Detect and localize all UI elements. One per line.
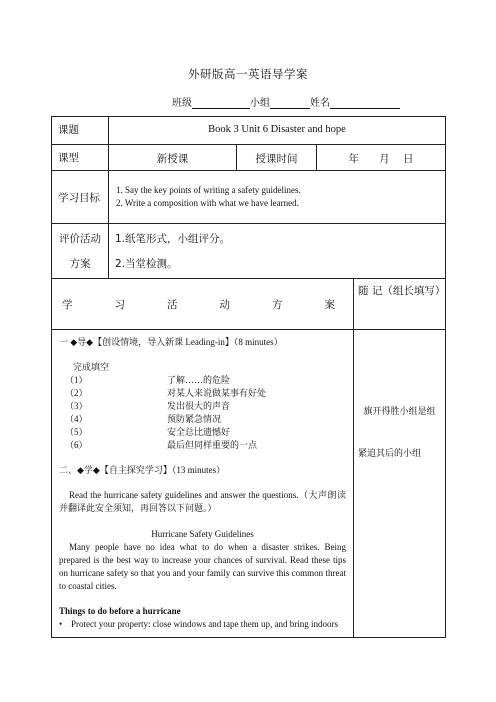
type-value: 新授课 <box>109 145 237 171</box>
plan-header <box>52 279 354 330</box>
eval-label <box>52 224 109 279</box>
topic-row <box>52 117 446 145</box>
notes-header: 随 记（组长填写） <box>354 279 446 330</box>
student-info-line <box>172 94 400 109</box>
plan-char-1: 学 <box>62 298 73 311</box>
step-1-heading: 一 ◆导◆【创设情境，导入新课 Leading-in】（8 minutes） <box>59 337 283 347</box>
guidelines-paragraph: Many people have no idea what to do when a disaster strikes. Being prepared is the best way to increase your chances of survival. Read these tips on hurricane safety so that you and your family can survive this common threat to coastal cities. <box>59 542 346 591</box>
fill-item: （3） 发出很大的声音 <box>65 401 231 411</box>
day-label: 日 <box>402 153 414 165</box>
goal-1: 1. Say the key points of writing a safety guidelines. <box>116 185 301 195</box>
plan-header-row <box>52 279 446 330</box>
notes-winner-group: 旗开得胜小组是组 <box>363 406 436 416</box>
fill-item: （1） 了解……的危险 <box>65 375 231 385</box>
fill-list <box>59 374 346 452</box>
goals-label: 学习目标 <box>52 171 109 224</box>
notes-runner-up-group: 紧追其后的小组 <box>358 448 422 458</box>
content-row <box>52 330 446 638</box>
fill-item: （4） 预防紧急情况 <box>65 414 222 424</box>
class-label: 班级 <box>172 98 192 109</box>
eval-row <box>52 224 446 279</box>
date-cell <box>317 145 446 171</box>
bullet-item: • Protect your property: close windows and tape them up, and bring indoors <box>59 619 338 629</box>
content-cell <box>52 330 354 638</box>
plan-char-2: 习 <box>114 298 125 311</box>
goals-cell <box>109 171 446 224</box>
type-row <box>52 145 446 171</box>
month-label: 月 <box>379 153 390 165</box>
guidelines-title: Hurricane Safety Guidelines <box>151 529 254 539</box>
class-blank <box>192 97 250 109</box>
bullet-dot-icon: • <box>59 619 63 629</box>
eval-label-line-1: 评价活动 <box>59 233 101 245</box>
instruction-text: Read the hurricane safety guidelines and answer the questions.（大声朗读并翻译此安全须知，再回答以下问题。） <box>59 490 346 513</box>
topic-value: Book 3 Unit 6 Disaster and hope <box>109 117 446 145</box>
fill-item: （5） 安全总比遗憾好 <box>65 427 231 437</box>
fill-item: （6） 最后但同样重要的一点 <box>65 440 258 450</box>
plan-char-3: 活 <box>167 298 178 311</box>
topic-label: 课题 <box>52 117 109 145</box>
eval-label-line-2: 方案 <box>69 258 91 270</box>
goals-row <box>52 171 446 224</box>
group-blank <box>270 97 310 109</box>
notes-cell <box>354 330 446 638</box>
plan-char-6: 案 <box>324 298 335 311</box>
name-label: 姓名 <box>310 98 330 109</box>
plan-char-5: 方 <box>272 298 283 311</box>
page-title: 外研版高一英语导学案 <box>188 69 308 81</box>
fill-item: （2） 对某人来说做某事有好处 <box>65 388 267 398</box>
name-blank <box>330 97 400 109</box>
group-label: 小组 <box>250 98 270 109</box>
eval-cell <box>109 224 446 279</box>
eval-item-2: 2.当堂检测。 <box>115 258 178 270</box>
goal-2: 2. Write a composition with what we have learned. <box>116 198 299 208</box>
before-hurricane-heading: Things to do before a hurricane <box>59 606 181 616</box>
eval-item-1: 1.纸笔形式，小组评分。 <box>115 233 231 245</box>
year-label: 年 <box>348 153 360 165</box>
study-guide-table <box>51 116 446 638</box>
fill-title: 完成填空 <box>73 362 110 372</box>
time-label: 授课时间 <box>237 145 317 171</box>
plan-char-4: 动 <box>219 298 230 311</box>
type-label: 课型 <box>52 145 109 171</box>
step-2-heading: 二、◆学◆【自主探究学习】（13 minutes） <box>59 465 226 475</box>
